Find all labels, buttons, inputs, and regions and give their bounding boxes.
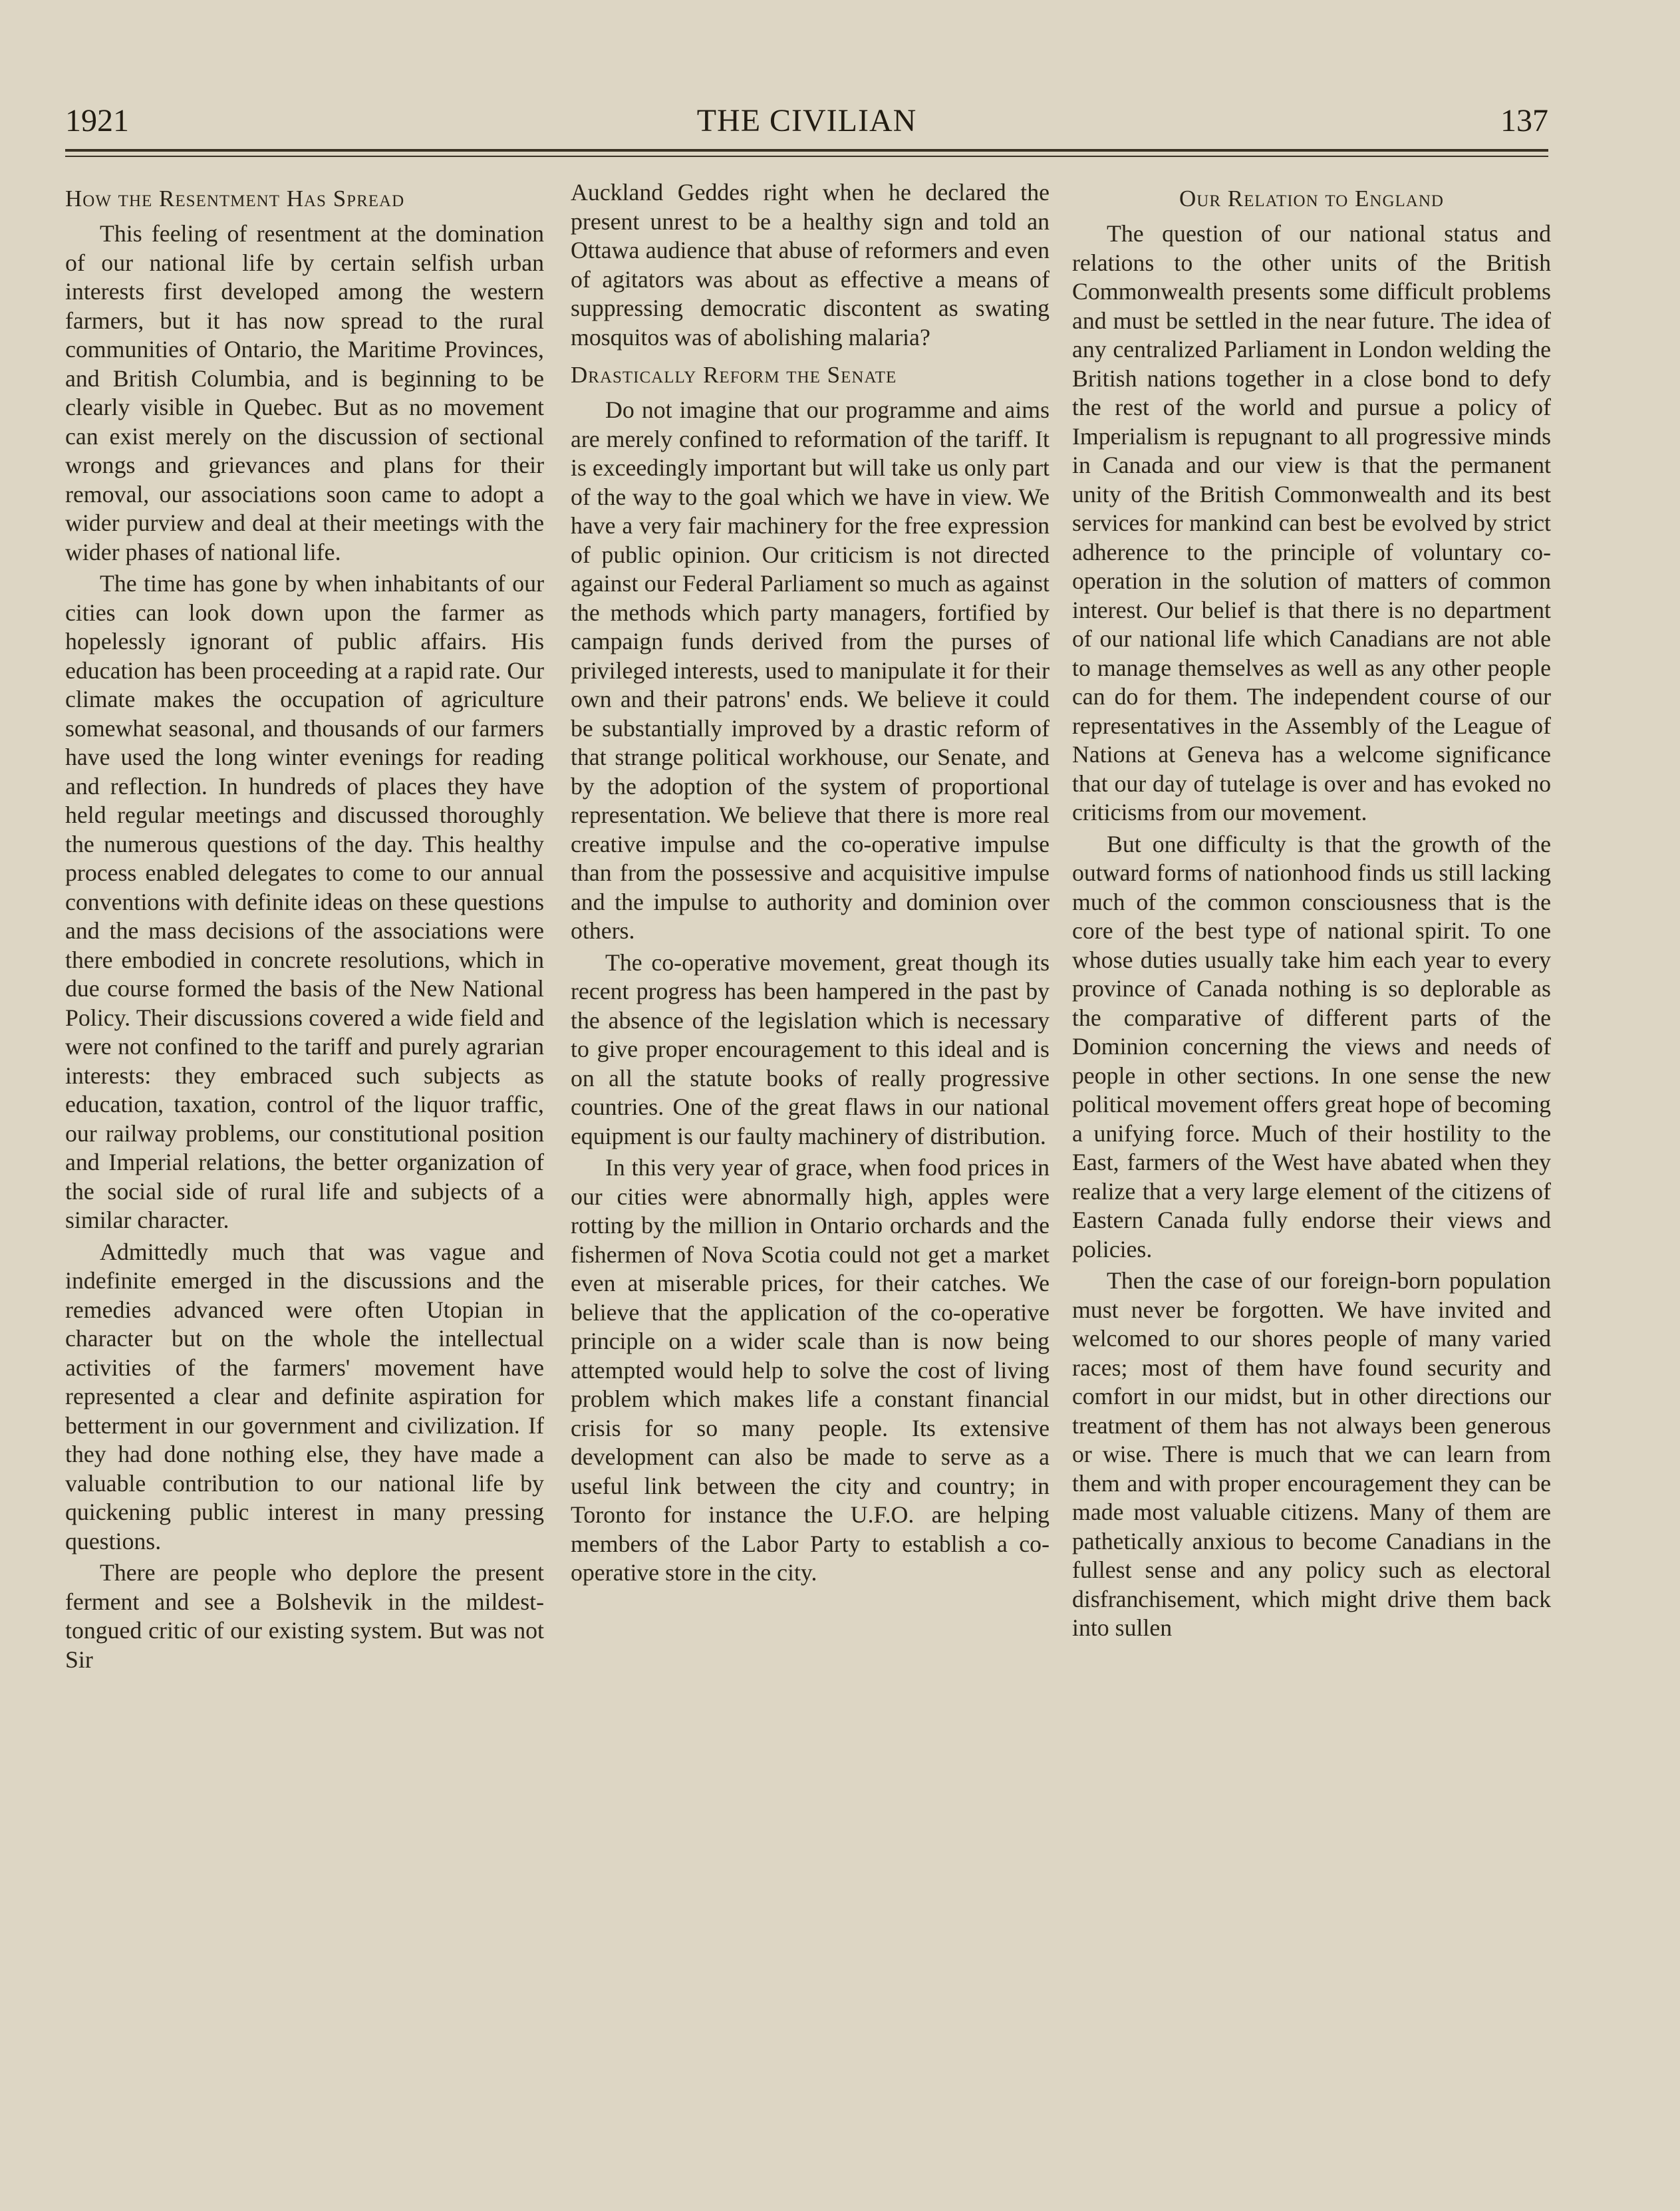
paragraph: In this very year of grace, when food prices in our cities were abnormally high, apples were rotting by the million in Ontario orchards and the fishermen of Nova Scotia could not get a market even at miserable prices, for their catches. We believe that the application of the co-operative principle on a wider scale than is now being attempted would help to solve the cost of living problem which makes life a constant financial crisis for so many people. Its extensive development can also be made to serve as a useful link between the city and country; in Toronto for instance the U.F.O. are helping members of the Labor Party to establish a co-operative store in the city. <box>571 1154 1050 1586</box>
header-rule-thin <box>65 156 1548 157</box>
section-heading: Drastically Reform the Senate <box>571 362 897 388</box>
paragraph: This feeling of resentment at the domination of our national life by certain selfish urban interests first developed among the western farmers, but it has now spread to the rural communities of Ontario, the Maritime Provinces, and British Columbia, and is beginning to be clearly visible in Quebec. But as no movement can exist merely on the discussion of sectional wrongs and grievances and plans for their removal, our associations soon came to adopt a wider purview and deal at their meetings with the wider phases of national life. <box>65 220 544 565</box>
section-heading: Our Relation to England <box>1179 186 1444 212</box>
paragraph: The time has gone by when inhabitants of our cities can look down upon the farmer as hopelessly ignorant of public affairs. His education has been proceeding at a rapid rate. Our climate makes the occupation of agriculture somewhat seasonal, and thousands of our farmers have used the long winter evenings for reading and reflection. In hundreds of places they have held regular meetings and discussed thoroughly the numerous questions of the day. This healthy process enabled delegates to come to our annual conventions with definite ideas on these questions and the mass decisions of the associations were there embodied in concrete resolutions, which in due course formed the basis of the New National Policy. Their discussions covered a wide field and were not confined to the tariff and purely agrarian interests: they embraced such subjects as education, taxation, control of the liquor traffic, our railway problems, our constitutional position and Imperial relations, the better organization of the social side of rural life and subjects of a similar character. <box>65 570 544 1233</box>
paragraph: The question of our national status and relations to the other units of the British Commonwealth presents some difficult problems and must be settled in the near future. The idea of any centralized Parliament in London welding the British nations together in a close bond to defy the rest of the world and pursue a policy of Imperialism is repugnant to all progressive minds in Canada and our view is that the permanent unity of the British Commonwealth and its best services for mankind can best be evolved by strict adherence to the principle of voluntary co-operation in the solution of matters of common interest. Our belief is that there is no department of our national life which Canadians are not able to manage themselves as well as any other people can do for them. The independent course of our representatives in the Assembly of the League of Nations at Geneva has a welcome significance that our day of tutelage is over and has evoked no criticisms from our movement. <box>1072 220 1551 825</box>
paragraph-continued: Auckland Geddes right when he declared the present unrest to be a healthy sign and told an Ottawa audience that abuse of reformers and even of agitators was about as effective a means of suppressing democratic discontent as swating mosquitos was of abolishing malaria? <box>571 179 1050 351</box>
header-rule <box>65 149 1548 152</box>
column-1 <box>65 178 544 2121</box>
section-heading: How the Resentment Has Spread <box>65 186 405 212</box>
header-year: 1921 <box>65 103 129 138</box>
page-number: 137 <box>1500 103 1548 138</box>
paragraph: The co-operative movement, great though its recent progress has been hampered in the past by the absence of the legislation which is necessary to give proper encouragement to this ideal and is on all the statute books of really progressive countries. One of the great flaws in our national equipment is our faulty machinery of distribution. <box>571 949 1050 1149</box>
paragraph: Do not imagine that our programme and aims are merely confined to reformation of the tariff. It is exceedingly important but will take us only part of the way to the goal which we have in view. We have a very fair machinery for the free expression of public opinion. Our criticism is not directed against our Federal Parliament so much as against the methods which party managers, fortified by campaign funds derived from the purses of privileged interests, used to manipulate it for their own and their patrons' ends. We believe it could be substantially improved by a drastic reform of that strange political workhouse, our Senate, and by the adoption of the system of proportional representation. We believe that there is more real creative impulse and the co-operative impulse than from the possessive and acquisitive impulse and the impulse to authority and dominion over others. <box>571 396 1050 944</box>
column-3 <box>1072 178 1551 2121</box>
column-2 <box>571 178 1050 2121</box>
paragraph: There are people who deplore the present ferment and see a Bolshevik in the mildest-tongued critic of our existing system. But was not Sir <box>65 1559 544 1673</box>
paragraph: Then the case of our foreign-born population must never be forgotten. We have invited and welcomed to our shores people of many varied races; most of them have found security and comfort in our midst, but in other directions our treatment of them has not always been generous or wise. There is much that we can learn from them and with proper encouragement they can be made most valuable citizens. Many of them are pathetically anxious to become Canadians in the fullest sense and any policy such as electoral disfranchisement, which might drive them back into sullen <box>1072 1267 1551 1641</box>
running-title: THE CIVILIAN <box>696 103 917 138</box>
page-header <box>65 100 1548 146</box>
paragraph: But one difficulty is that the growth of the outward forms of nationhood finds us still lacking much of the common consciousness that is the core of the best type of national spirit. To one whose duties usually take him each year to every province of Canada nothing is so deplorable as the comparative of different parts of the Dominion concerning the views and needs of people in other sections. In one sense the new political movement offers great hope of becoming a unifying force. Much of their hostility to the East, farmers of the West have abated when they realize that a very large element of the citizens of Eastern Canada fully endorse their views and policies. <box>1072 830 1551 1262</box>
paragraph: Admittedly much that was vague and indefinite emerged in the discussions and the remedies advanced were often Utopian in character but on the whole the intellectual activities of the farmers' movement have represented a clear and definite aspiration for betterment in our government and civilization. If they had done nothing else, they have made a valuable contribution to our national life by quickening public interest in many pressing questions. <box>65 1238 544 1554</box>
